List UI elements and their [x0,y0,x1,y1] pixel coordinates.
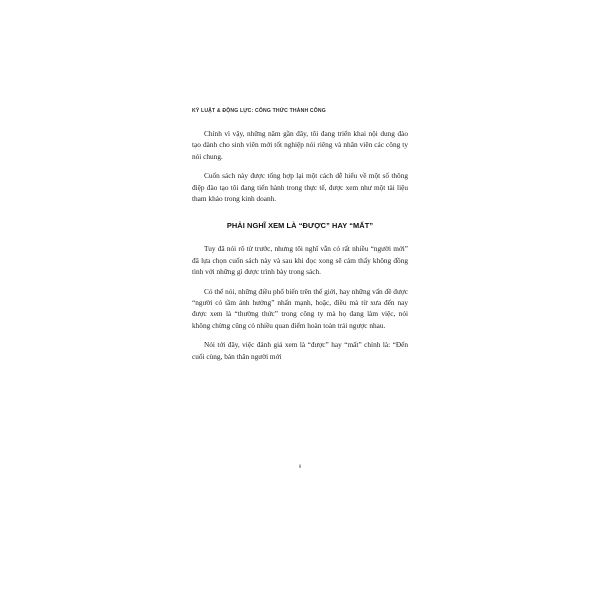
paragraph: Tuy đã nói rõ từ trước, nhưng tôi nghĩ vẫn có rất nhiều “người mới” đã lựa chọn cuốn sách này và sau khi đọc xong sẽ cảm thấy không đồng tình với những gì được trình bày trong sách. [192,244,408,277]
text-column [192,128,408,362]
page-number: 8 [298,464,302,470]
section-heading: PHẢI NGHĨ XEM LÀ “ĐƯỢC” HAY “MẤT” [226,221,374,231]
page-sheet [182,108,418,492]
paragraph: Chính vì vậy, những năm gần đây, tôi đang triển khai nội dung đào tạo dành cho sinh viên mới tốt nghiệp nói riêng và nhân viên các công ty nói chung. [192,129,408,161]
paragraph: Có thể nói, những điều phổ biến trên thế giới, hay những vấn đề được “người có tầm ảnh hưởng” nhấn mạnh, hoặc, điều mà từ xưa đến nay được xem là “thường thức” trong công ty mà họ đang làm việc, nói không chừng cũng có nhiều quan điểm hoàn toàn trái ngược nhau. [192,286,408,330]
paragraph: Nói tới đây, việc đánh giá xem là “được” hay “mất” chính là: “Đến cuối cùng, bản thân người mới [192,340,408,361]
paragraph: Cuốn sách này được tổng hợp lại một cách dễ hiểu về một số thông điệp đào tạo tôi đang tiến hành trong thực tế, được xem như một tài liệu tham khảo trong kinh doanh. [192,171,408,204]
running-head: KỶ LUẬT & ĐỘNG LỰC: CÔNG THỨC THÀNH CÔNG [192,108,326,114]
